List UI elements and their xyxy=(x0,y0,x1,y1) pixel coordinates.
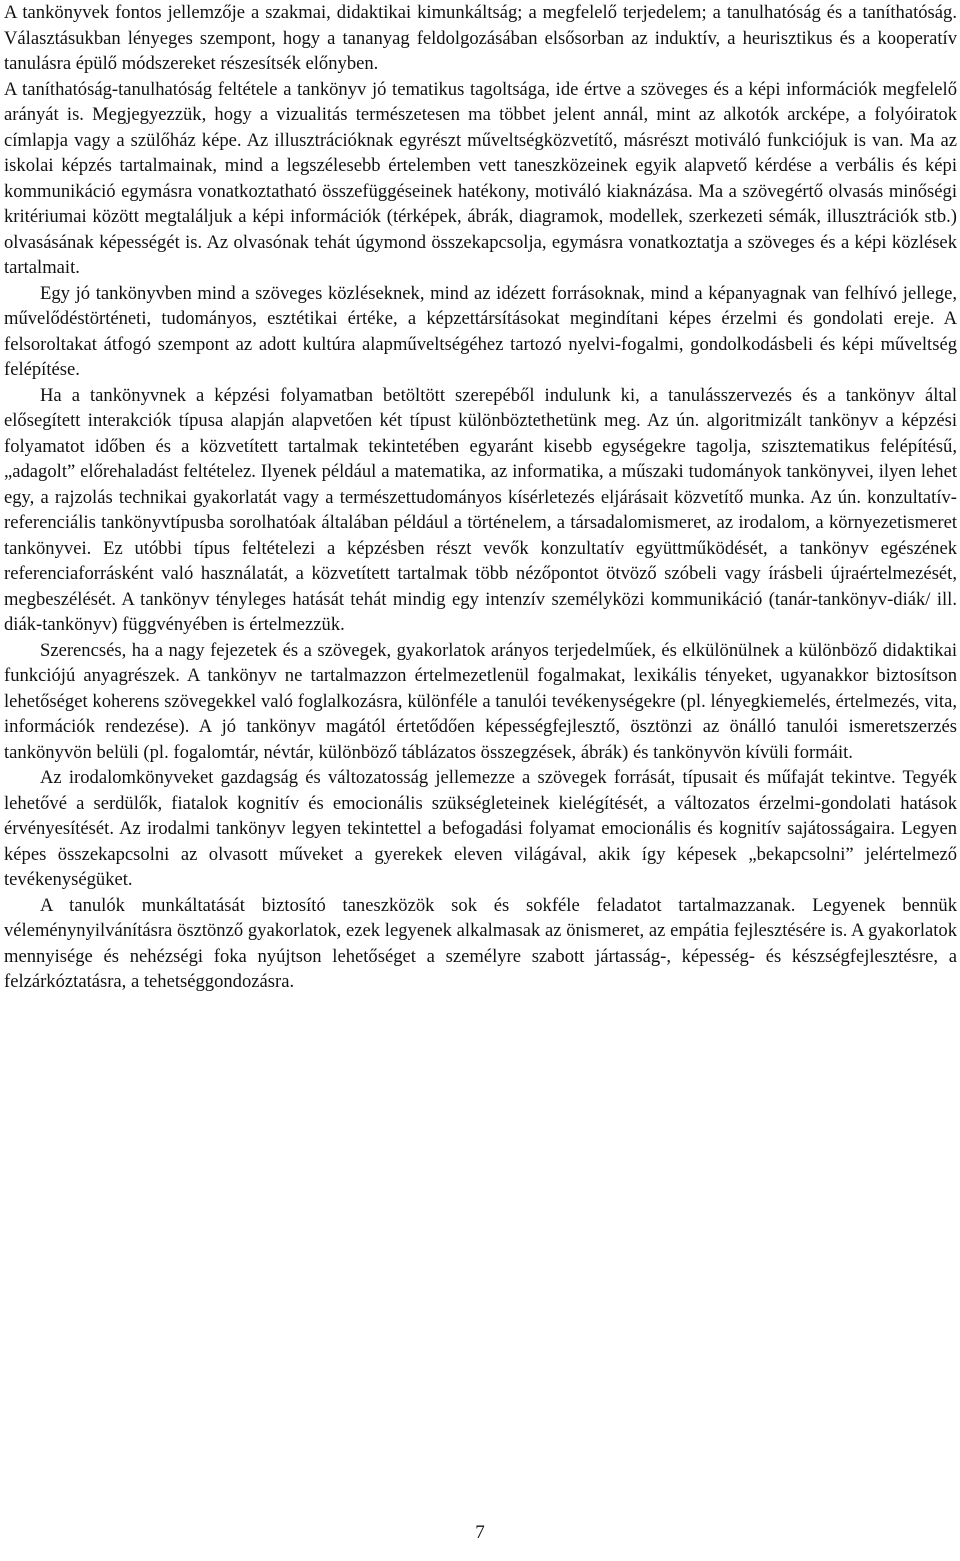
paragraph-teachability: A taníthatóság-tanulhatóság feltétele a tankönyv jó tematikus tagoltsága, ide értve a szöveges és a képi információk megfelelő arányát is. Megjegyezzük, hogy a vizualitás természetesen ma többet jelent annál, mint az alkotók arcképe, a folyóiratok címlapja vagy a szülőház képe. Az illusztrációknak egyrészt műveltségközvetítő, másrészt motiváló funkciójuk is van. Ma az iskolai képzés tartalmainak, mind a legszélesebb értelemben vett taneszközeinek egyik alapvető kérdése a verbális és képi kommunikáció egymásra vonatkoztatható összefüggéseinek hatékony, motiváló kiaknázása. Ma a szövegértő olvasás minőségi kritériumai között megtaláljuk a képi információk (térképek, ábrák, diagramok, modellek, szerkezeti sémák, illusztrációk stb.) olvasásának képességét is. Az olvasónak tehát úgymond összekapcsolja, egymásra vonatkoztatja a szöveges és a képi közlések tartalmait. xyxy=(4,78,957,278)
paragraph-literature-books: Az irodalomkönyveket gazdagság és változatosság jellemezze a szövegek forrását, típusait és műfaját tekintve. Tegyék lehetővé a serdülők, fiatalok kognitív és emocionális szükségleteinek kielégítését, a változatos érzelmi-gondolati hatások érvényesítését. Az irodalmi tankönyv legyen tekintettel a befogadási folyamat emocionális és kognitív sajátosságaira. Legyen képes összekapcsolni az olvasott műveket a gyerekek eleven világával, akik így képesek „bekapcsolni” jelértelmező tevékenységüket. xyxy=(4,767,957,890)
document-page xyxy=(4,0,957,1561)
paragraph-chapter-proportions: Szerencsés, ha a nagy fejezetek és a szövegek, gyakorlatok arányos terjedelműek, és elkülönülnek a különböző didaktikai funkciójú anyagrészek. A tankönyv ne tartalmazzon értelmezetlenül fogalmakat, lexikális tényeket, ugyanakkor biztosítson lehetőséget koherens szövegekkel való foglalkozásra, különféle a tanulói tevékenységekre (pl. lényegkiemelés, értelmezés, vita, információk rendezése). A jó tankönyv magától értetődően képességfejlesztő, ösztönzi az önálló tanulói ismeretszerzés tankönyvön belüli (pl. fogalomtár, névtár, különböző táblázatos összegzések, ábrák) és tankönyvön kívüli formáit. xyxy=(4,639,957,763)
paragraph-textbook-features: A tankönyvek fontos jellemzője a szakmai, didaktikai kimunkáltság; a megfelelő terjedelem; a tanulhatóság és a taníthatóság. Választásukban lényeges szempont, hogy a tananyag feldolgozásában elsősorban az induktív, a heurisztikus és a kooperatív tanulásra épülő módszereket részesítsék előnyben. xyxy=(4,2,957,74)
paragraph-good-textbook: Egy jó tankönyvben mind a szöveges közléseknek, mind az idézett forrásoknak, mind a képanyagnak van felhívó jellege, művelődéstörténeti, tudományos, esztétikai értéke, a képzettársításokat megindítani képes érzelmi és gondolati ereje. A felsoroltakat átfogó szempont az adott kultúra alapműveltségéhez tartozó nyelvi-fogalmi, gondolkodásbeli és képi műveltség felépítése. xyxy=(4,282,957,380)
paragraph-exercises: A tanulók munkáltatását biztosító taneszközök sok és sokféle feladatot tartalmazzanak. Legyenek bennük véleménynyilvánításra ösztönző gyakorlatok, ezek legyenek alkalmasak az önismeret, az empátia fejlesztésére is. A gyakorlatok mennyisége és nehézségi foka nyújtson lehetőséget a személyre szabott jártasság-, képesség- és készségfejlesztésre, a felzárkóztatásra, a tehetséggondozásra. xyxy=(4,894,957,992)
page-number: 7 xyxy=(475,1522,485,1543)
paragraph-textbook-types: Ha a tankönyvnek a képzési folyamatban betöltött szerepéből indulunk ki, a tanulásszervezés és a tankönyv által elősegített interakciók típusa alapján alapvetően két típust különböztethetünk meg. Az ún. algoritmizált tankönyv a képzési folyamatot időben és a közvetített tartalmak tekintetében egyaránt kisebb egységekre tagolja, szisztematikus felépítésű, „adagolt” előrehaladást feltételez. Ilyenek például a matematika, az informatika, a műszaki tudományok tankönyvei, ilyen lehet egy, a rajzolás technikai gyakorlatát vagy a természettudományos kísérletezés eljárásait közvetítő munka. Az ún. konzultatív-referenciális tankönyvtípusba sorolhatóak általában például a történelem, a társadalomismeret, az irodalom, a környezetismeret tankönyvei. Ez utóbbi típus feltételezi a képzésben részt vevők konzultatív együttműködését, a tankönyv egészének referenciaforrásként való használatát, a közvetített tartalmak több nézőpontot ötvöző szóbeli vagy írásbeli újraértelmezését, megbeszélését. A tankönyv tényleges hatását tehát mindig egy intenzív személyközi kommunikáció (tanár-tankönyv-diák/ ill. diák-tankönyv) függvényében is értelmezzük. xyxy=(4,384,957,635)
